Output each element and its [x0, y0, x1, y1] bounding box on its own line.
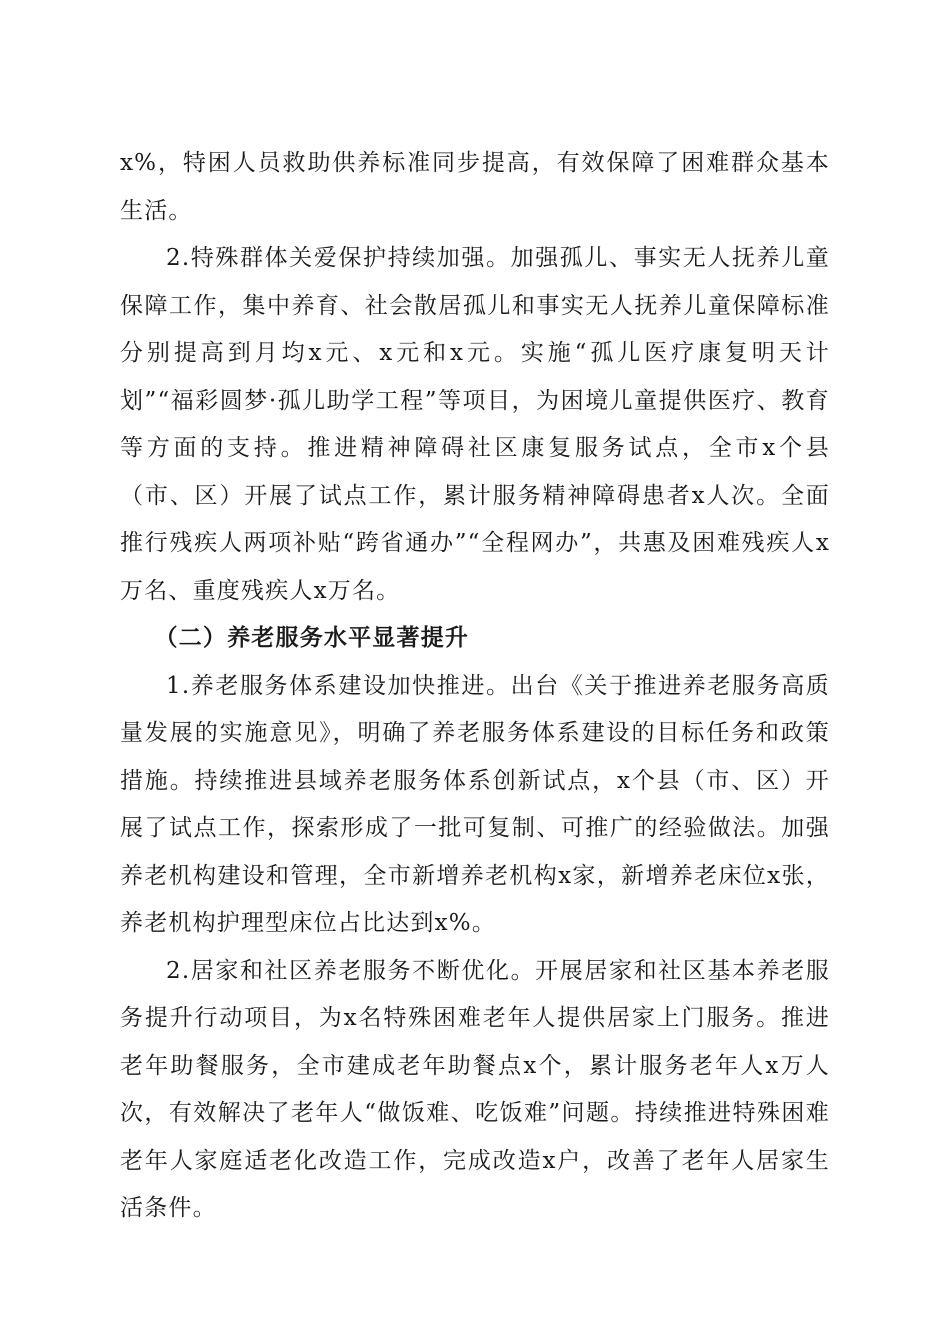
paragraph-elderly-system: 1.养老服务体系建设加快推进。出台《关于推进养老服务高质量发展的实施意见》，明确了养老服务体系建设的目标任务和政策措施。持续推进县域养老服务体系创新试点，x个县（市、区）开展了试点工作，探索形成了一批可复制、可推广的经验做法。加强养老机构建设和管理，全市新增养老机构x家，新增养老床位x张，养老机构护理型床位占比达到x%。	[120, 672, 830, 936]
paragraph-home-community-care: 2.居家和社区养老服务不断优化。开展居家和社区基本养老服务提升行动项目，为x名特殊困难老年人提供居家上门服务。推进老年助餐服务，全市建成老年助餐点x个，累计服务老年人x万人次，有效解决了老年人“做饭难、吃饭难”问题。持续推进特殊困难老年人家庭适老化改造工作，完成改造x户，改善了老年人居家生活条件。	[120, 957, 830, 1221]
paragraph-special-groups: 2.特殊群体关爱保护持续加强。加强孤儿、事实无人抚养儿童保障工作，集中养育、社会散居孤儿和事实无人抚养儿童保障标准分别提高到月均x元、x元和x元。实施“孤儿医疗康复明天计划”“福彩圆梦·孤儿助学工程”等项目，为困境儿童提供医疗、教育等方面的支持。推进精神障碍社区康复服务试点，全市x个县（市、区）开展了试点工作，累计服务精神障碍患者x人次。全面推行残疾人两项补贴“跨省通办”“全程网办”，共惠及困难残疾人x万名、重度残疾人x万名。	[120, 245, 830, 604]
section-heading-elderly-care: （二）养老服务水平显著提升	[154, 625, 470, 651]
paragraph-continuation: x%，特困人员救助供养标准同步提高，有效保障了困难群众基本生活。	[120, 150, 830, 224]
document-body	[120, 140, 830, 1233]
